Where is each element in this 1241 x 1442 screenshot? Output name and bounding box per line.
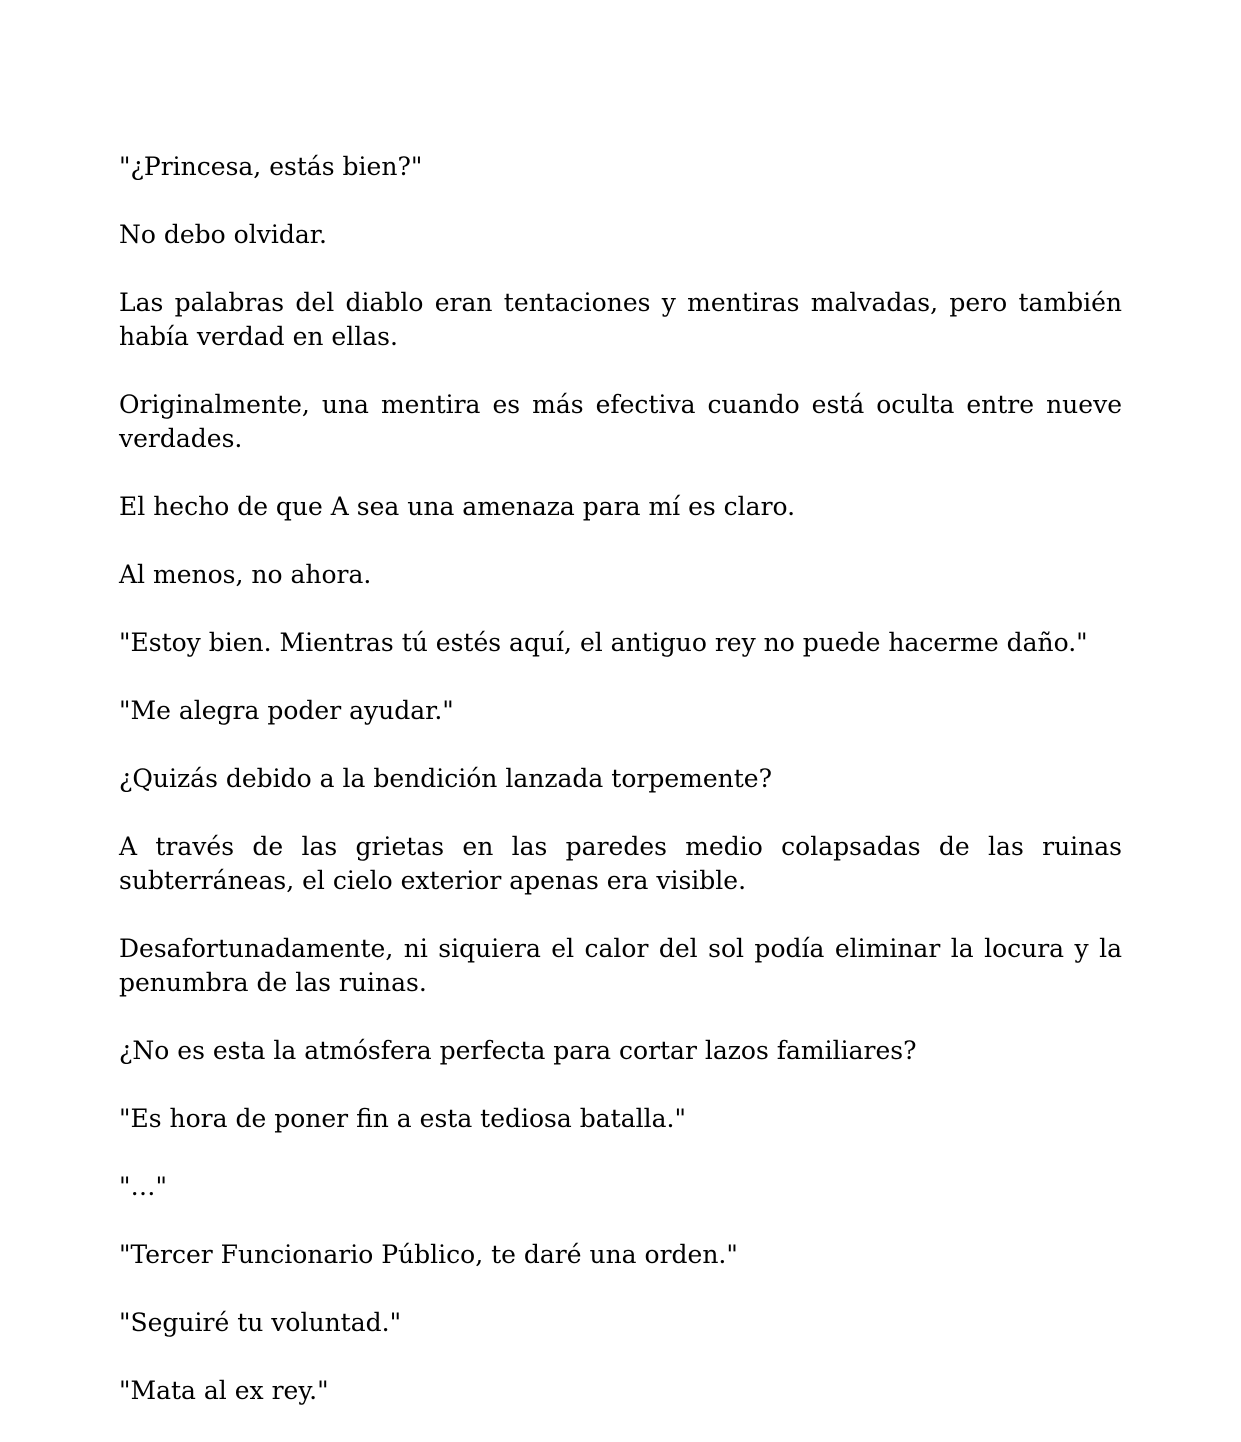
paragraph-6: Al menos, no ahora. bbox=[119, 560, 372, 589]
paragraph-14: "…" bbox=[119, 1172, 167, 1201]
paragraph-3: Las palabras del diablo eran tentaciones y mentiras malvadas, pero también había verdad en ellas. bbox=[119, 288, 1122, 351]
paragraph-17: "Mata al ex rey." bbox=[119, 1376, 329, 1405]
paragraph-8: "Me alegra poder ayudar." bbox=[119, 696, 454, 725]
paragraph-5: El hecho de que A sea una amenaza para mí es claro. bbox=[119, 492, 796, 521]
paragraph-2: No debo olvidar. bbox=[119, 220, 327, 249]
paragraph-9: ¿Quizás debido a la bendición lanzada torpemente? bbox=[119, 764, 772, 793]
paragraph-7: "Estoy bien. Mientras tú estés aquí, el antiguo rey no puede hacerme daño." bbox=[119, 628, 1088, 657]
paragraph-16: "Seguiré tu voluntad." bbox=[119, 1308, 402, 1337]
paragraph-15: "Tercer Funcionario Público, te daré una orden." bbox=[119, 1240, 738, 1269]
paragraph-13: "Es hora de poner fin a esta tediosa batalla." bbox=[119, 1104, 686, 1133]
paragraph-10: A través de las grietas en las paredes medio colapsadas de las ruinas subterráneas, el cielo exterior apenas era visible. bbox=[119, 832, 1122, 895]
document-body bbox=[119, 150, 1122, 1442]
paragraph-11: Desafortunadamente, ni siquiera el calor del sol podía eliminar la locura y la penumbra de las ruinas. bbox=[119, 934, 1122, 997]
paragraph-12: ¿No es esta la atmósfera perfecta para cortar lazos familiares? bbox=[119, 1036, 917, 1065]
paragraph-4: Originalmente, una mentira es más efectiva cuando está oculta entre nueve verdades. bbox=[119, 390, 1122, 453]
paragraph-1: "¿Princesa, estás bien?" bbox=[119, 152, 423, 181]
